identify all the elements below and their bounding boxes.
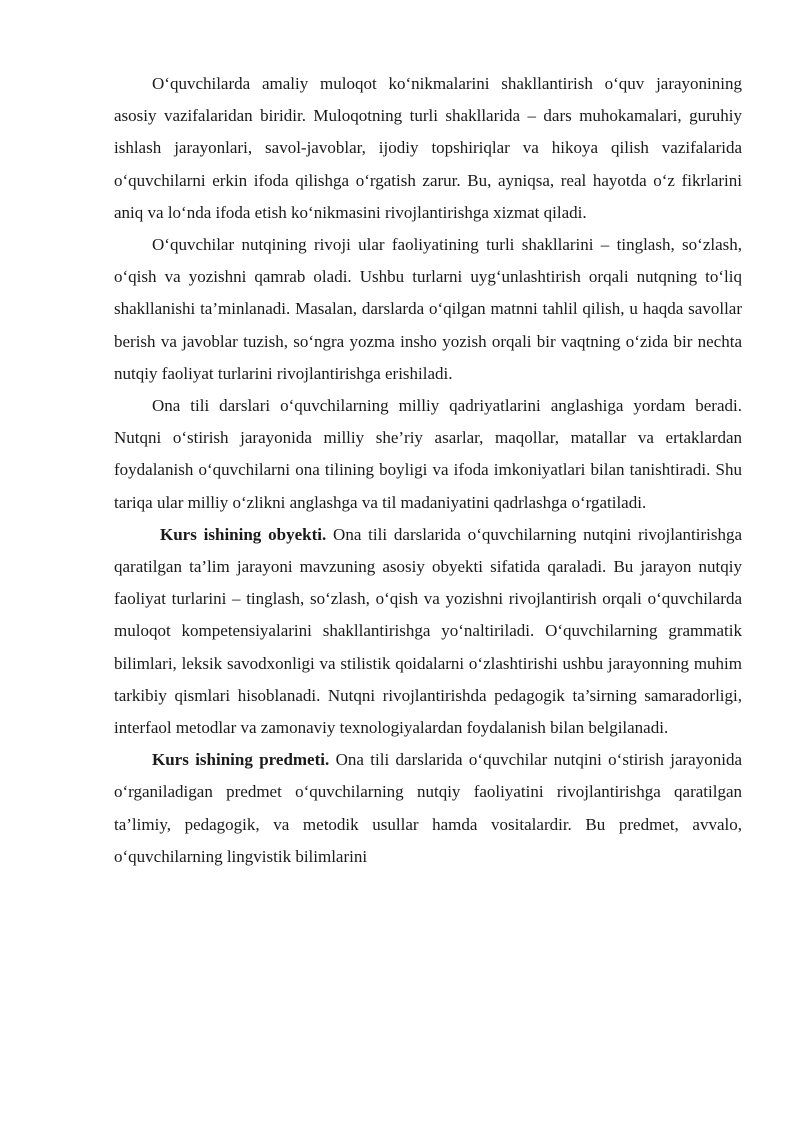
paragraph-speech-development	[114, 229, 742, 390]
course-object-heading: Kurs ishining obyekti.	[160, 524, 327, 544]
paragraph-text: O‘quvchilarda amaliy muloqot ko‘nikmalarini shakllantirish o‘quv jarayonining asosiy vazifalaridan biridir. Muloqotning turli shakllarida – dars muhokamalari, guruhiy ishlash jarayonlari, savol-javoblar, ijodiy topshiriqlar va hikoya qilish vazifalarida o‘quvchilarni erkin ifoda qilishga o‘rgatish zarur. Bu, ayniqsa, real hayotda o‘z fikrlarini aniq va lo‘nda ifoda etish ko‘nikmasini rivojlantirishga xizmat qiladi.	[114, 74, 742, 222]
paragraph-course-object	[114, 519, 742, 744]
paragraph-national-values	[114, 390, 742, 519]
paragraph-text: Ona tili darslari o‘quvchilarning milliy qadriyatlarini anglashiga yordam beradi. Nutqni o‘stirish jarayonida milliy she’riy asarlar, maqollar, matallar va ertaklardan foydalanish o‘quvchilarni ona tilining boyligi va ifoda imkoniyatlari bilan tanishtiradi. Shu tariqa ular milliy o‘zlikni anglashga va til madaniyatini qadrlashga o‘rgatiladi.	[114, 396, 742, 512]
paragraph-text: O‘quvchilar nutqining rivoji ular faoliyatining turli shakllarini – tinglash, so‘zlash, o‘qish va yozishni qamrab oladi. Ushbu turlarni uyg‘unlashtirish orqali nutqning to‘liq shakllanishi ta’minlanadi. Masalan, darslarda o‘qilgan matnni tahlil qilish, u haqda savollar berish va javoblar tuzish, so‘ngra yozma insho yozish orqali bir vaqtning o‘zida bir nechta nutqiy faoliyat turlarini rivojlantirishga erishiladi.	[114, 235, 742, 383]
paragraph-text: Ona tili darslarida o‘quvchilar nutqini o‘stirish jarayonida o‘rganiladigan predmet o‘quvchilarning nutqiy faoliyatini rivojlantirishga qaratilgan ta’limiy, pedagogik, va metodik usullar hamda vositalardir. Bu predmet, avvalo, o‘quvchilarning lingvistik bilimlarini	[114, 750, 742, 866]
paragraph-text: Ona tili darslarida o‘quvchilarning nutqini rivojlantirishga qaratilgan ta’lim jarayoni mavzuning asosiy obyekti sifatida qaraladi. Bu jarayon nutqiy faoliyat turlarini – tinglash, so‘zlash, o‘qish va yozishni rivojlantirish orqali o‘quvchilarda muloqot kompetensiyalarini shakllantirishga yo‘naltiriladi. O‘quvchilarning grammatik bilimlari, leksik savodxonligi va stilistik qoidalarni o‘zlashtirishi ushbu jarayonning muhim tarkibiy qismlari hisoblanadi. Nutqni rivojlantirishda pedagogik ta’sirning samaradorligi, interfaol metodlar va zamonaviy texnologiyalardan foydalanish bilan belgilanadi.	[114, 524, 742, 738]
course-subject-heading: Kurs ishining predmeti.	[152, 750, 330, 770]
document-page	[114, 68, 742, 873]
paragraph-course-subject	[114, 744, 742, 873]
paragraph-communication-skills	[114, 68, 742, 229]
